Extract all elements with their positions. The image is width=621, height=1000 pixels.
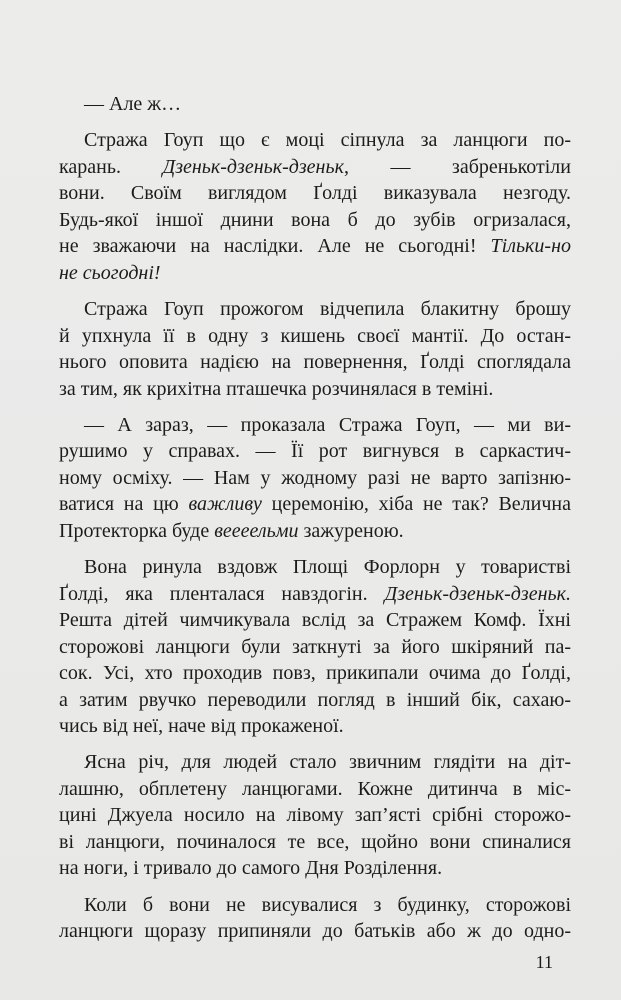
text-run: й упхнула її в одну з кишень своєї мантії. До остан- (59, 324, 571, 347)
italic-text: Дзеньк-дзеньк-дзеньк (162, 155, 344, 178)
text-line (59, 607, 571, 634)
text-line (59, 855, 571, 882)
text-run: Ясна річ, для людей стало звичним глядіти на діт- (84, 751, 571, 774)
italic-text: не сьогодні! (59, 261, 161, 284)
text-run: сторожові ланцюги були заткнуті за його шкіряний па- (59, 635, 571, 658)
text-line (59, 154, 571, 181)
text-line (59, 233, 571, 260)
paragraph (59, 127, 571, 286)
text-line (59, 491, 571, 518)
text-run: цині Джуела носило на лівому зап’ясті срібні сторожо- (59, 804, 571, 827)
text-line (59, 180, 571, 207)
text-run: , — забренькотіли (343, 155, 571, 178)
text-run: ланцюги щоразу припиняли до батьків або ж до одно- (59, 920, 571, 943)
paragraph (59, 296, 571, 402)
text-line (59, 349, 571, 376)
text-run: не зважаючи на наслідки. Але не сьогодні! (59, 235, 491, 258)
text-run: ному осміху. — Нам у жодному разі не варто запізню- (59, 466, 571, 489)
text-line (59, 918, 571, 945)
text-run: нього оповита надією на повернення, Ґолді споглядала (59, 351, 571, 374)
italic-text: важливу (188, 493, 262, 516)
paragraph (59, 749, 571, 882)
page-number: 11 (535, 952, 553, 972)
text-line (59, 634, 571, 661)
text-run: Будь-якої іншої днини вона б до зубів огризалася, (59, 208, 571, 231)
text-run: Стража Гоуп прожогом відчепила блакитну брошу (84, 298, 571, 321)
text-run: — Але ж… (84, 93, 182, 115)
text-run: — А зараз, — проказала Стража Гоуп, — ми ви- (84, 413, 571, 436)
text-run: лашню, обплетену ланцюгами. Кожне дитинча в міс- (59, 777, 571, 800)
text-line (59, 465, 571, 492)
body-text (59, 91, 571, 955)
text-line (59, 660, 571, 687)
text-line (59, 892, 571, 919)
text-run: зажуреною. (298, 519, 404, 542)
paragraph (59, 91, 571, 118)
text-line (59, 554, 571, 581)
text-run: на ноги, і тривало до самого Дня Розділення. (59, 857, 443, 880)
text-line (59, 412, 571, 439)
text-run: а затим рвучко переводили погляд в інший бік, сахаю- (59, 688, 571, 711)
text-line (59, 776, 571, 803)
text-line (59, 713, 571, 740)
text-run: Ґолді, яка плентaлася навздогін. (59, 582, 385, 605)
text-run: Вона ринула вздовж Площі Форлорн у товаристві (84, 556, 571, 579)
text-line (59, 687, 571, 714)
text-line (59, 438, 571, 465)
text-run: Коли б вони не висувалися з будинку, сторожові (84, 893, 571, 916)
text-line (59, 518, 571, 545)
text-run: за тим, як крихітна пташечка розчинялася в темінi. (59, 377, 494, 400)
text-run: церемонію, хіба не так? Велична (261, 493, 571, 516)
text-line (59, 260, 571, 287)
text-run: Решта дітей чимчикувала вслід за Стражем Комф. Їхні (59, 609, 571, 632)
text-run: вони. Своїм виглядом Ґолді виказувала незгоду. (59, 182, 571, 205)
italic-text: веееельми (214, 519, 299, 542)
text-run: Протекторка буде (59, 519, 215, 542)
text-line (59, 127, 571, 154)
text-line (59, 91, 571, 118)
text-line (59, 323, 571, 350)
text-line (59, 296, 571, 323)
text-line (59, 207, 571, 234)
text-run: ві ланцюги, починалося те все, щойно вони спиналися (59, 830, 571, 853)
text-line (59, 749, 571, 776)
paragraph (59, 892, 571, 945)
text-line (59, 802, 571, 829)
paragraph (59, 554, 571, 740)
text-line (59, 829, 571, 856)
italic-text: Дзеньк-дзеньк-дзеньк. (384, 582, 571, 605)
text-run: чись від неї, наче від прокаженої. (59, 715, 344, 738)
text-run: Стража Гоуп що є моці сіпнула за ланцюги по- (84, 129, 571, 152)
text-line (59, 581, 571, 608)
text-run: ватися на цю (59, 493, 189, 516)
text-run: карань. (59, 155, 163, 178)
text-line (59, 376, 571, 403)
italic-text: Тільки-но (490, 235, 571, 258)
paragraph (59, 412, 571, 545)
text-run: рушимо у справах. — Її рот вигнувся в саркастич- (59, 440, 571, 463)
text-run: сок. Усі, хто проходив повз, прикипали очима до Ґолді, (59, 662, 571, 685)
